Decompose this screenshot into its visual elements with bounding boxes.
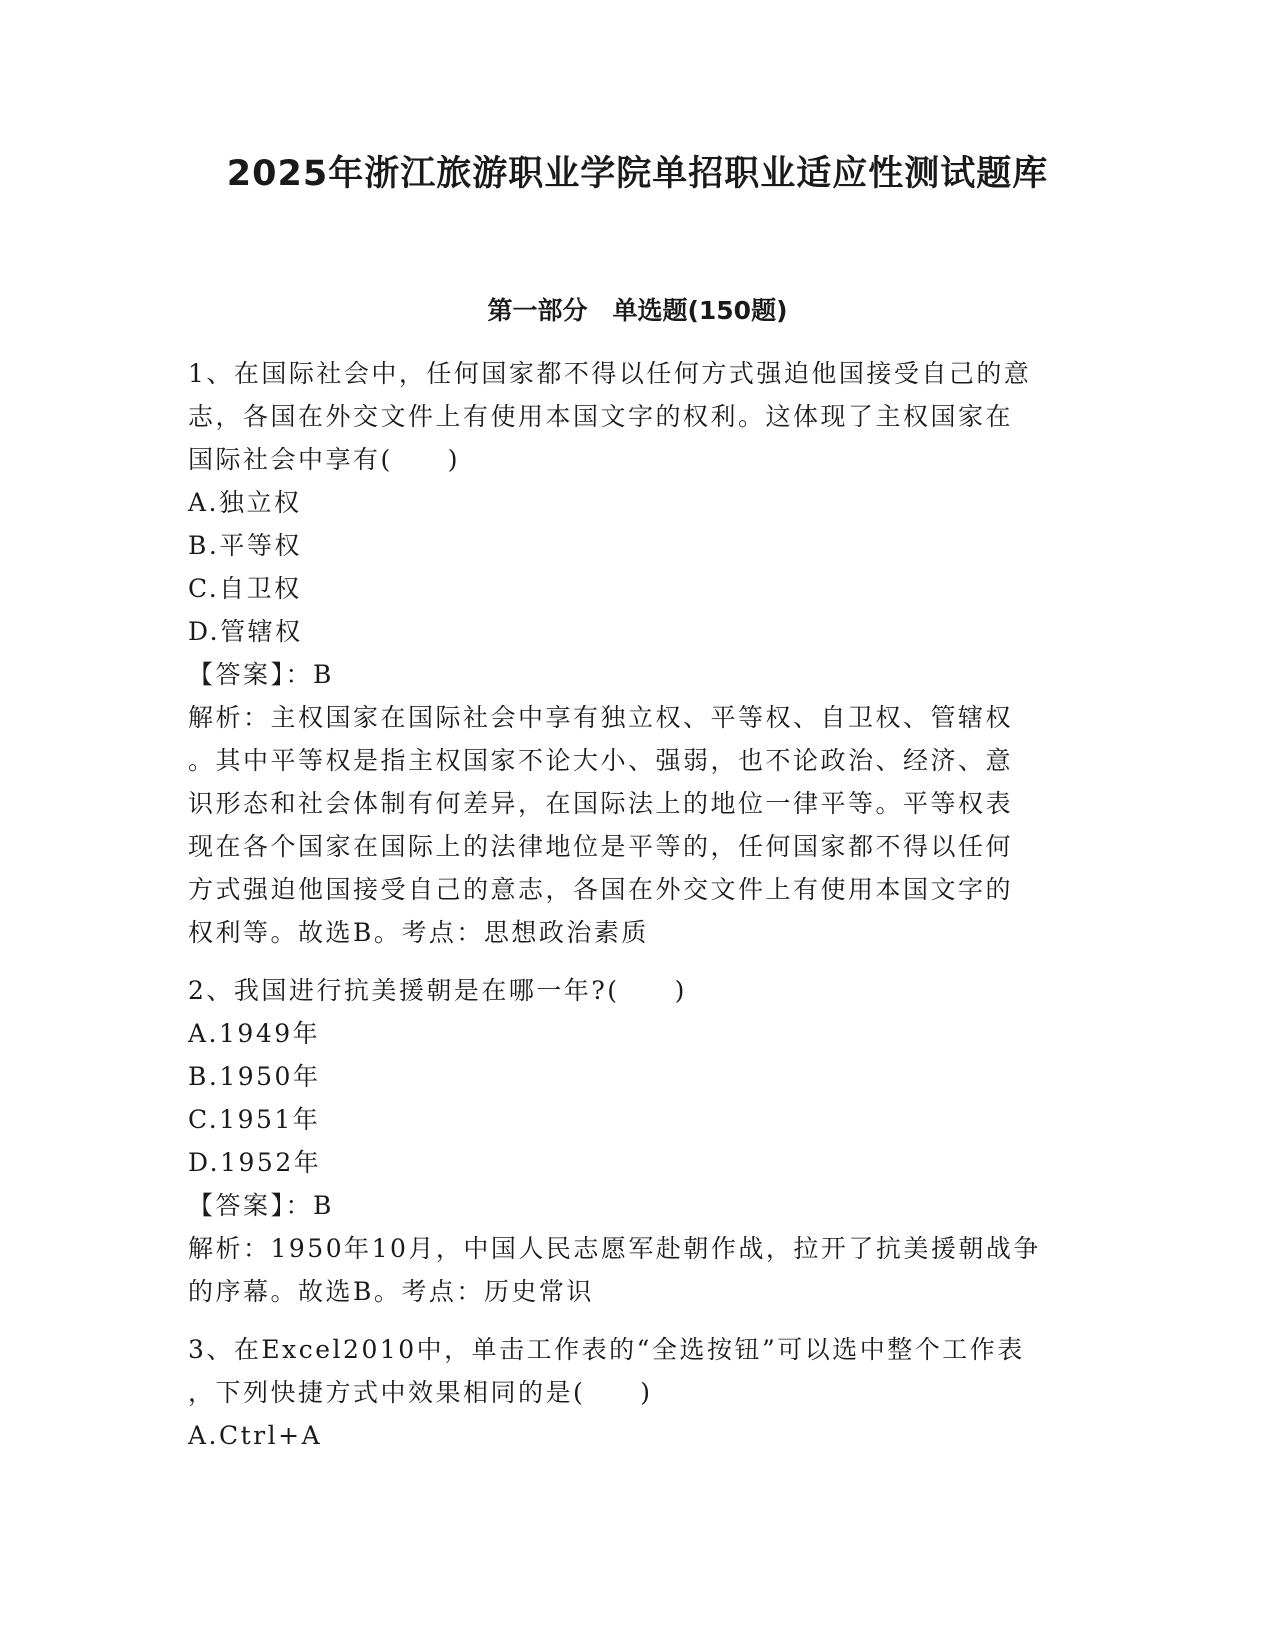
option-c: C.自卫权 [188, 574, 302, 603]
analysis-line: 方式强迫他国接受自己的意志，各国在外交文件上有使用本国文字的 [188, 875, 1014, 904]
analysis-line: 解析：主权国家在国际社会中享有独立权、平等权、自卫权、管辖权 [188, 703, 1014, 732]
option-b: B.1950年 [188, 1062, 321, 1091]
analysis-line: 现在各个国家在国际上的法律地位是平等的，任何国家都不得以任何 [188, 832, 1014, 861]
analysis-line: 解析：1950年10月，中国人民志愿军赴朝作战，拉开了抗美援朝战争 [188, 1234, 1041, 1263]
question-block [188, 969, 1093, 1313]
question-list [188, 352, 1093, 1457]
question-block [188, 352, 1093, 954]
question-stem-line: ，下列快捷方式中效果相同的是( ) [188, 1378, 653, 1407]
analysis-line: 识形态和社会体制有何差异，在国际法上的地位一律平等。平等权表 [188, 789, 1014, 818]
option-c: C.1951年 [188, 1105, 321, 1134]
question-block [188, 1328, 1093, 1457]
analysis-line: 的序幕。故选B。考点：历史常识 [188, 1277, 594, 1306]
analysis-line: 。其中平等权是指主权国家不论大小、强弱，也不论政治、经济、意 [188, 746, 1014, 775]
question-stem-line: 3、在Excel2010中，单击工作表的“全选按钮”可以选中整个工作表 [188, 1335, 1025, 1364]
question-stem-line: 志，各国在外交文件上有使用本国文字的权利。这体现了主权国家在 [188, 402, 1014, 431]
answer-line: 【答案】：B [188, 1191, 334, 1220]
question-stem-line: 国际社会中享有( ) [188, 445, 461, 474]
answer-line: 【答案】：B [188, 660, 334, 689]
option-a: A.Ctrl+A [188, 1421, 323, 1450]
question-stem-line: 1、在国际社会中，任何国家都不得以任何方式强迫他国接受自己的意 [188, 359, 1032, 388]
option-d: D.1952年 [188, 1148, 322, 1177]
document-title: 2025年浙江旅游职业学院单招职业适应性测试题库 [226, 154, 1049, 194]
analysis-line: 权利等。故选B。考点：思想政治素质 [188, 918, 649, 947]
section-heading: 第一部分 单选题(150题) [487, 296, 788, 325]
question-stem-line: 2、我国进行抗美援朝是在哪一年?( ) [188, 976, 687, 1005]
option-d: D.管辖权 [188, 617, 303, 646]
option-b: B.平等权 [188, 531, 302, 560]
option-a: A.独立权 [188, 488, 302, 517]
option-a: A.1949年 [188, 1019, 321, 1048]
